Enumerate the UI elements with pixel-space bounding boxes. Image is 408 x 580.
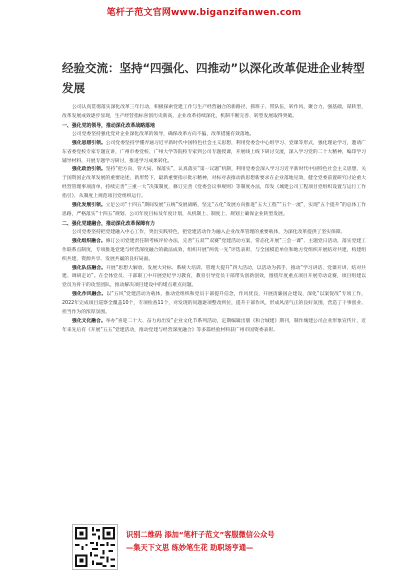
paragraph-lead: 强化作风融合。 [72, 292, 107, 298]
section-paragraph [62, 291, 366, 318]
paragraph-text: 公司党委坚持学懂弄通习近平新时代中国特色社会主义思想，利用党委会中心组学习、党课等形式，强化理论学习，邀请广东省委党校专家专题宣讲，广州市委党校、广州大学等院校专家到公司专题授课，开展线上线下研讨交流，深入学习党的二十大精神，编印学习辅导材料，开展专题学习研讨，推进学习成果转化。 [62, 140, 366, 164]
paragraph-text: 公司党委坚持强化党对企业深化改革的领导，确保改革方向不偏，改革措施有效落地。 [72, 131, 255, 137]
paragraph-text: 公司党委坚持把党建融入中心工作，突出实践特色，把党建活动作为融入企业改革管理的重要载体，为深化改革提供了坚实保障。 [72, 229, 346, 235]
paragraph-lead: 强化政治引领。 [72, 167, 106, 173]
paragraph-lead: 强化发展引领。 [72, 203, 106, 209]
footer-line-2: —集天下文思 练妙笔生花 助职场亨通— [126, 543, 254, 552]
paragraph-text: 举办“喜迎二十大、奋力再出发”企业文化节系列活动，定期编辑出版《和合城建》期刊，制作城建公司企业形象宣传片，近年来先后有《开展“五五”党建活动，推动党建与经营深度融合》等多篇经验材料获广州市国资委表彰。 [62, 318, 366, 333]
qr-code-icon[interactable] [72, 524, 118, 570]
paragraph-text: 以“五风”党建活动为载体，推动党组织和党员干部提升信念，作风优良，开展清廉国企建设，深化“以案促改”专项工作，2022年完成项目巡察全覆盖10个，专项检查11个，对发现的问题逐项整改到位，提升干部作风，形成风清气正的良好氛围，营造了干事创业、担当作为的浓厚氛围。 [62, 292, 366, 316]
header-bar [0, 0, 408, 22]
paragraph-text: 坚持“把方向、管大局、保落实”，认真落实“第一议题”机制，利用党委会深入学习习近平新时代中国特色社会主义思想，关于国资国企改革发展的重要论述，新形势下，最新重要指示批示精神，对标对表推动新思想新要求在企业落地见效，健全党委前置研究讨论重大经营管理事项清单，持续完善“三重一大”决策制度，修订完善《党委会议事规则》等制度办法，印发《城建公司工程项目党组织设置与运行工作指引》，从制度上规范项目党组织运行。 [62, 167, 366, 200]
paragraph-text: 修订公司党建责任制考核评价办法，完善“五双”“双赛”党建活动方案，常态化开展“三会一课”、主题党日活动，落实党建工作联系点制度，专项推进党建与经营深度融合的做法成效，组织开展“两优一先”评选表彰，与全国模范单位和地方党组织开展结对共建，构建组织共建、资源共享、发展共赢的良好局面。 [62, 238, 366, 262]
paragraph-lead: 强化队伍融合。 [72, 265, 107, 271]
document-body [62, 58, 366, 336]
footer-banner [0, 520, 408, 580]
section-paragraph [62, 265, 366, 292]
document-title: 经验交流：坚持“四强化、四推动”以深化改革促进企业转型发展 [62, 61, 365, 95]
section-paragraph [62, 229, 366, 238]
section-heading: 二、强化党建融合，推动深化改革保障有力 [62, 220, 155, 227]
paragraph-text: 立足公司“十四五”期间发展“五统”发展战略，坚定“五化”发展方向推进“五大工程”“五个一流”，实现“五个提升”的总体工作思路，严格落实“十四五”规划、公司年度目标及年度计划，从机制上、制度上、规划上确保企业转型发展。 [62, 203, 366, 217]
footer-line-1: 识别二维码 添加“笔杆子范文”客服微信公众号 [126, 530, 275, 539]
site-header-link[interactable]: 笔杆子范文官网www.biganzifanwen.com [106, 8, 302, 18]
intro-paragraph [62, 104, 366, 122]
paragraph-text: 开展“思想大解放、发展大对标、系统大培训、管理大提升”四大活动，以活动为抓手，推动“学习讲话、党课开讲、结对共建、调研走访”。在全体党员、干部职工中开展党纪学习教育，教育引导党员干部带头创新创效，围绕年度重点项目开展劳动竞赛，项目组建以党员为骨干的攻坚团队，推动解决项目建设中的堵点难点问题。 [62, 265, 366, 289]
section-paragraph [62, 131, 366, 140]
section-paragraph [62, 166, 366, 202]
section-paragraph [62, 202, 366, 220]
paragraph-lead: 强化文化融合。 [72, 318, 106, 324]
paragraph-lead: 强化思想引领。 [72, 140, 106, 146]
section-paragraph [62, 140, 366, 167]
section-heading: 一、强化党的领导，推动深化改革战略落地 [62, 122, 155, 129]
intro-text: 公司认真贯彻落实深化改革三年行动，积极探索党建工作与生产经营融合的新路径，抓班子、带队伍，转作风，聚合力，强基础，谋转型，改革发展成效逐步显现，生产经营指标喜创历史新高，企业改革持续深化，机制不断完善、转型发展取得突破。 [62, 105, 366, 119]
paragraph-lead: 强化组织融合。 [72, 238, 106, 244]
section-paragraph [62, 238, 366, 265]
section-paragraph [62, 318, 366, 336]
